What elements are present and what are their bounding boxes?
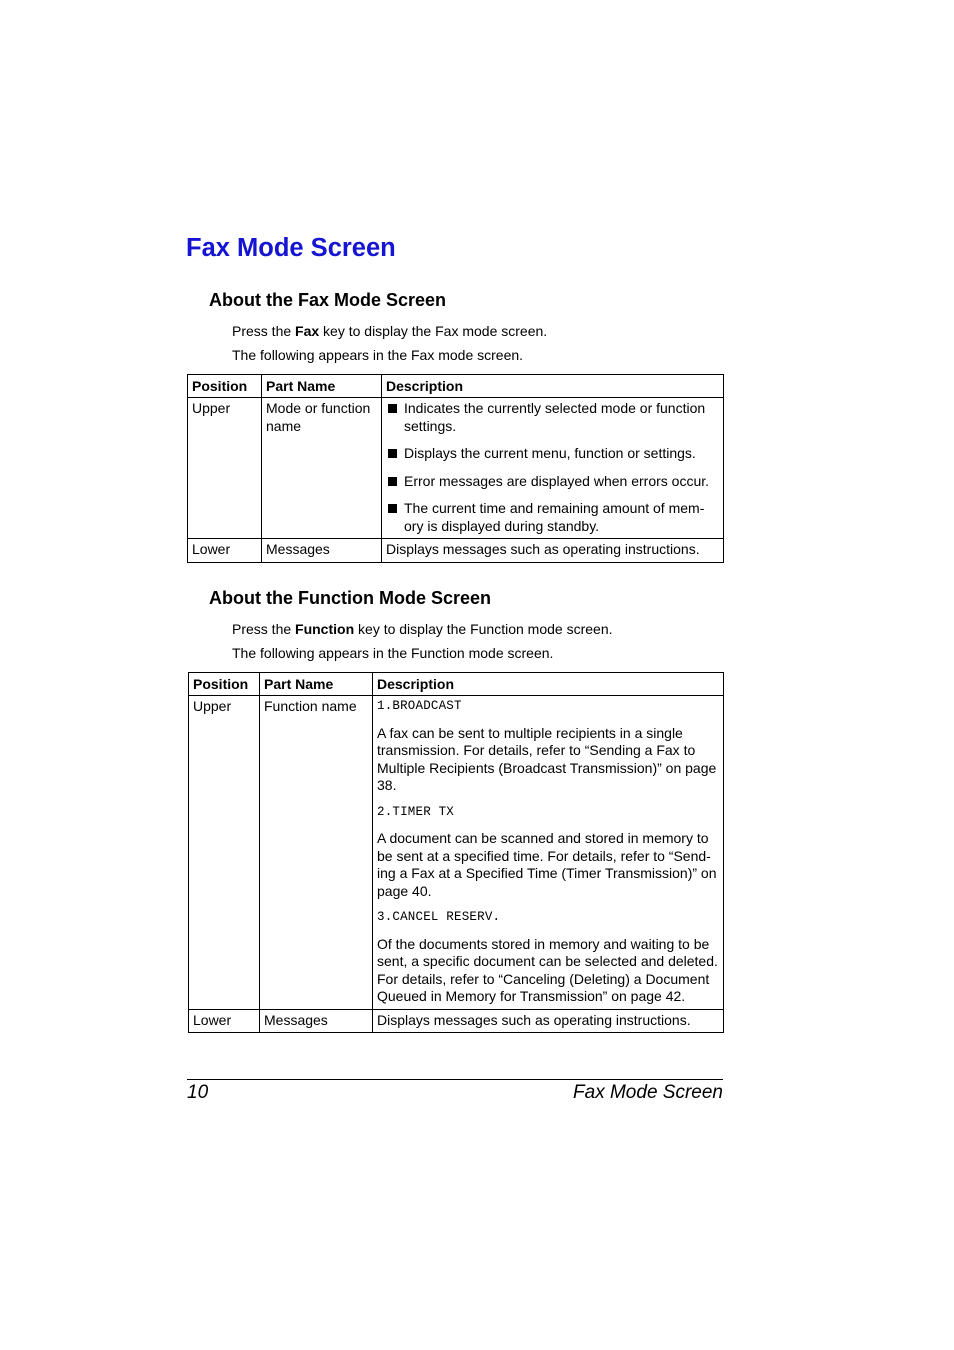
- bullet-item: [386, 445, 719, 463]
- key-name-function: Function: [295, 621, 355, 637]
- column-header-description: Description: [373, 673, 724, 696]
- cell-description: [373, 696, 724, 1010]
- fax-mode-table: [187, 374, 724, 563]
- column-header-description: Description: [382, 375, 724, 398]
- footer-page-number: 10: [187, 1082, 209, 1103]
- page-title: Fax Mode Screen: [186, 234, 396, 262]
- function-description: A fax can be sent to multiple recipients in a single transmission. For details, refer to “Sending a Fax to Multiple Recipients (Broadcast Transmission)” on page 38.: [377, 724, 717, 793]
- bullet-item: [386, 400, 719, 435]
- table-header-row: [189, 673, 724, 696]
- intro-text-function-table: The following appears in the Function mode screen.: [232, 645, 554, 661]
- bullet-text: Displays the current menu, function or settings.: [404, 445, 696, 461]
- cell-position: Lower: [188, 539, 262, 563]
- column-header-position: Position: [188, 375, 262, 398]
- key-name-fax: Fax: [295, 323, 320, 339]
- cell-part-name: Function name: [260, 696, 373, 1010]
- cell-description: [382, 398, 724, 539]
- cell-part-name: Messages: [260, 1009, 373, 1033]
- description-bullet-list: [386, 400, 719, 535]
- cell-position: Upper: [189, 696, 260, 1010]
- bullet-item: [386, 473, 719, 491]
- instruction-text: Press the: [232, 323, 296, 339]
- cell-part-name: Messages: [262, 539, 382, 563]
- function-code: 1.BROADCAST: [377, 699, 462, 713]
- instruction-fax-key: [232, 323, 547, 340]
- function-description: Of the documents stored in memory and waiting to be sent, a specific document can be selected and deleted. For details, refer to “Canceling (Deleting) a Document Queued in Memory for Transmission” on page 42.: [377, 935, 718, 1004]
- square-bullet-icon: [388, 504, 397, 513]
- table-row: [189, 1009, 724, 1033]
- instruction-function-key: [232, 621, 613, 638]
- function-code: 2.TIMER TX: [377, 804, 455, 819]
- footer-running-title: Fax Mode Screen: [573, 1082, 723, 1103]
- cell-description: Displays messages such as operating instructions.: [382, 539, 724, 563]
- function-description: A document can be scanned and stored in memory to be sent at a specified time. For details, refer to “Send-ing a Fax at a Specified Time (Timer Transmission)” on page 40.: [377, 830, 717, 899]
- cell-position: Upper: [188, 398, 262, 539]
- instruction-text: key to display the Function mode screen.: [354, 621, 613, 637]
- bullet-text: Error messages are displayed when errors occur.: [404, 472, 710, 489]
- bullet-text: Indicates the currently selected mode or function settings.: [404, 400, 706, 434]
- footer-divider: [187, 1079, 723, 1080]
- column-header-part-name: Part Name: [260, 673, 373, 696]
- instruction-text: key to display the Fax mode screen.: [319, 323, 548, 339]
- table-row: [188, 539, 724, 563]
- table-row: [189, 696, 724, 1010]
- function-mode-table: [188, 672, 724, 1033]
- cell-description: Displays messages such as operating instructions.: [373, 1009, 724, 1033]
- function-code: 3.CANCEL RESERV.: [377, 910, 501, 924]
- square-bullet-icon: [388, 404, 397, 413]
- column-header-position: Position: [189, 673, 260, 696]
- section-heading-function-mode: About the Function Mode Screen: [209, 588, 491, 608]
- cell-part-name: Mode or function name: [262, 398, 382, 539]
- square-bullet-icon: [388, 477, 397, 486]
- square-bullet-icon: [388, 449, 397, 458]
- bullet-item: [386, 500, 719, 535]
- instruction-text: Press the: [232, 621, 296, 637]
- table-row: [188, 398, 724, 539]
- bullet-text: The current time and remaining amount of mem-ory is displayed during standby.: [404, 500, 705, 534]
- intro-text-fax-table: The following appears in the Fax mode screen.: [232, 347, 524, 363]
- table-header-row: [188, 375, 724, 398]
- cell-position: Lower: [189, 1009, 260, 1033]
- section-heading-fax-mode: About the Fax Mode Screen: [209, 290, 447, 310]
- column-header-part-name: Part Name: [262, 375, 382, 398]
